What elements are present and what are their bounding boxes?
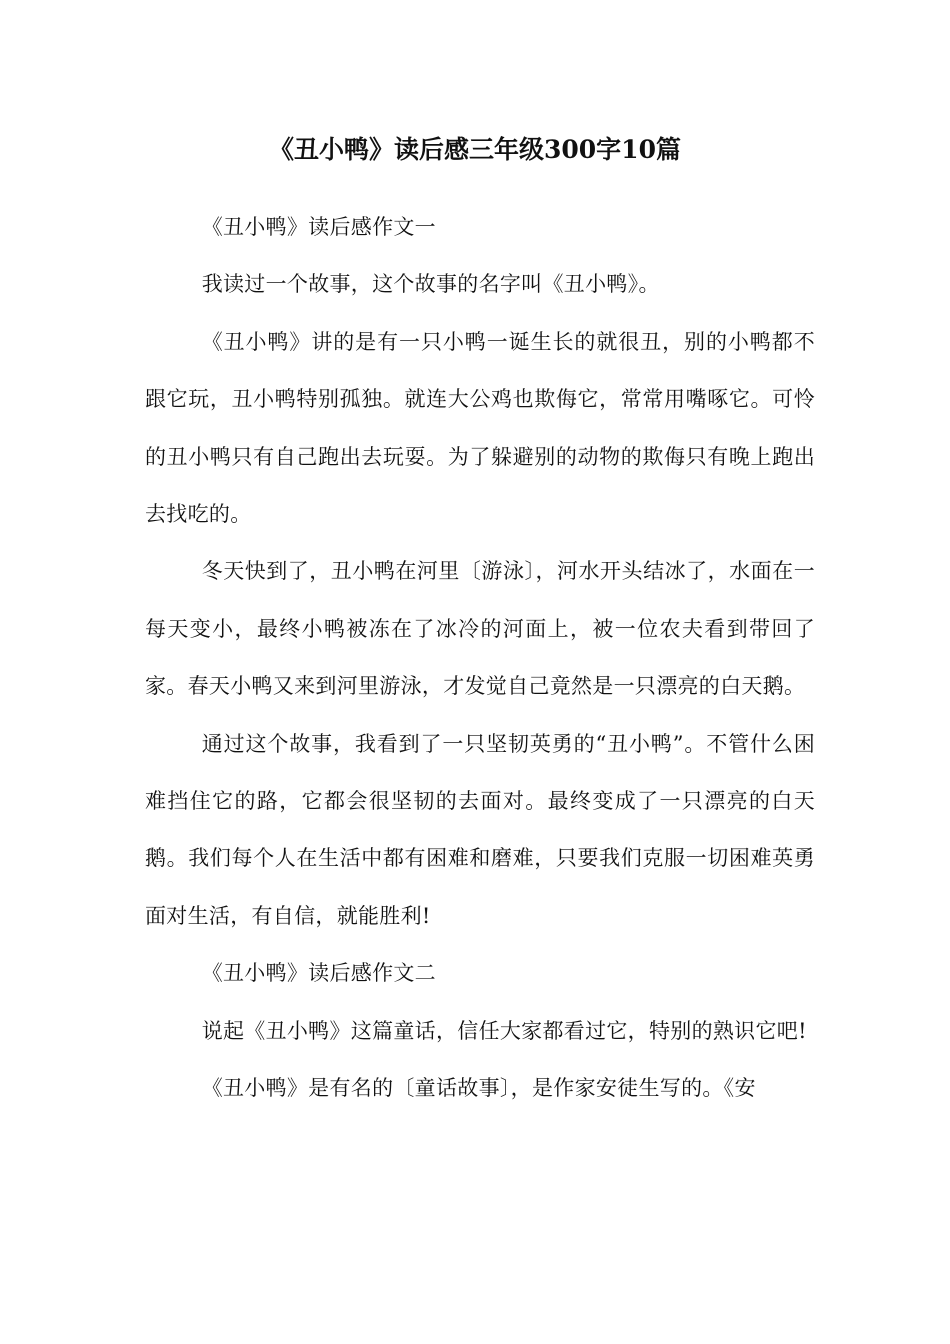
paragraph: 说起《丑小鸭》这篇童话，信任大家都看过它，特别的熟识它吧! <box>201 1018 807 1043</box>
paragraph: 通过这个故事，我看到了一只坚韧英勇的“丑小鸭”。不管什么困难挡住它的路，它都会很坚韧的去面对。最终变成了一只漂亮的白天鹅。我们每个人在生活中都有困难和磨难，只要我们克服一切困难英勇面对生活，有自信，就能胜利! <box>145 731 815 928</box>
document-body <box>145 199 815 1118</box>
section-heading-essay-2: 《丑小鸭》读后感作文二 <box>201 961 436 986</box>
paragraph: 冬天快到了，丑小鸭在河里〔游泳〕，河水开头结冰了，水面在一每天变小，最终小鸭被冻在了冰冷的河面上，被一位农夫看到带回了家。春天小鸭又来到河里游泳，才发觉自己竟然是一只漂亮的白天鹅。 <box>145 559 815 699</box>
paragraph: 我读过一个故事，这个故事的名字叫《丑小鸭》。 <box>201 272 660 297</box>
document-title: 《丑小鸭》读后感三年级300字10篇 <box>269 135 681 164</box>
paragraph: 《丑小鸭》是有名的〔童话故事〕，是作家安徒生写的。《安 <box>201 1076 756 1101</box>
paragraph: 《丑小鸭》讲的是有一只小鸭一诞生长的就很丑，别的小鸭都不跟它玩，丑小鸭特别孤独。就连大公鸡也欺侮它，常常用嘴啄它。可怜的丑小鸭只有自己跑出去玩耍。为了躲避别的动物的欺侮只有晚上跑出去找吃的。 <box>145 329 815 527</box>
section-heading-essay-1: 《丑小鸭》读后感作文一 <box>201 215 436 239</box>
